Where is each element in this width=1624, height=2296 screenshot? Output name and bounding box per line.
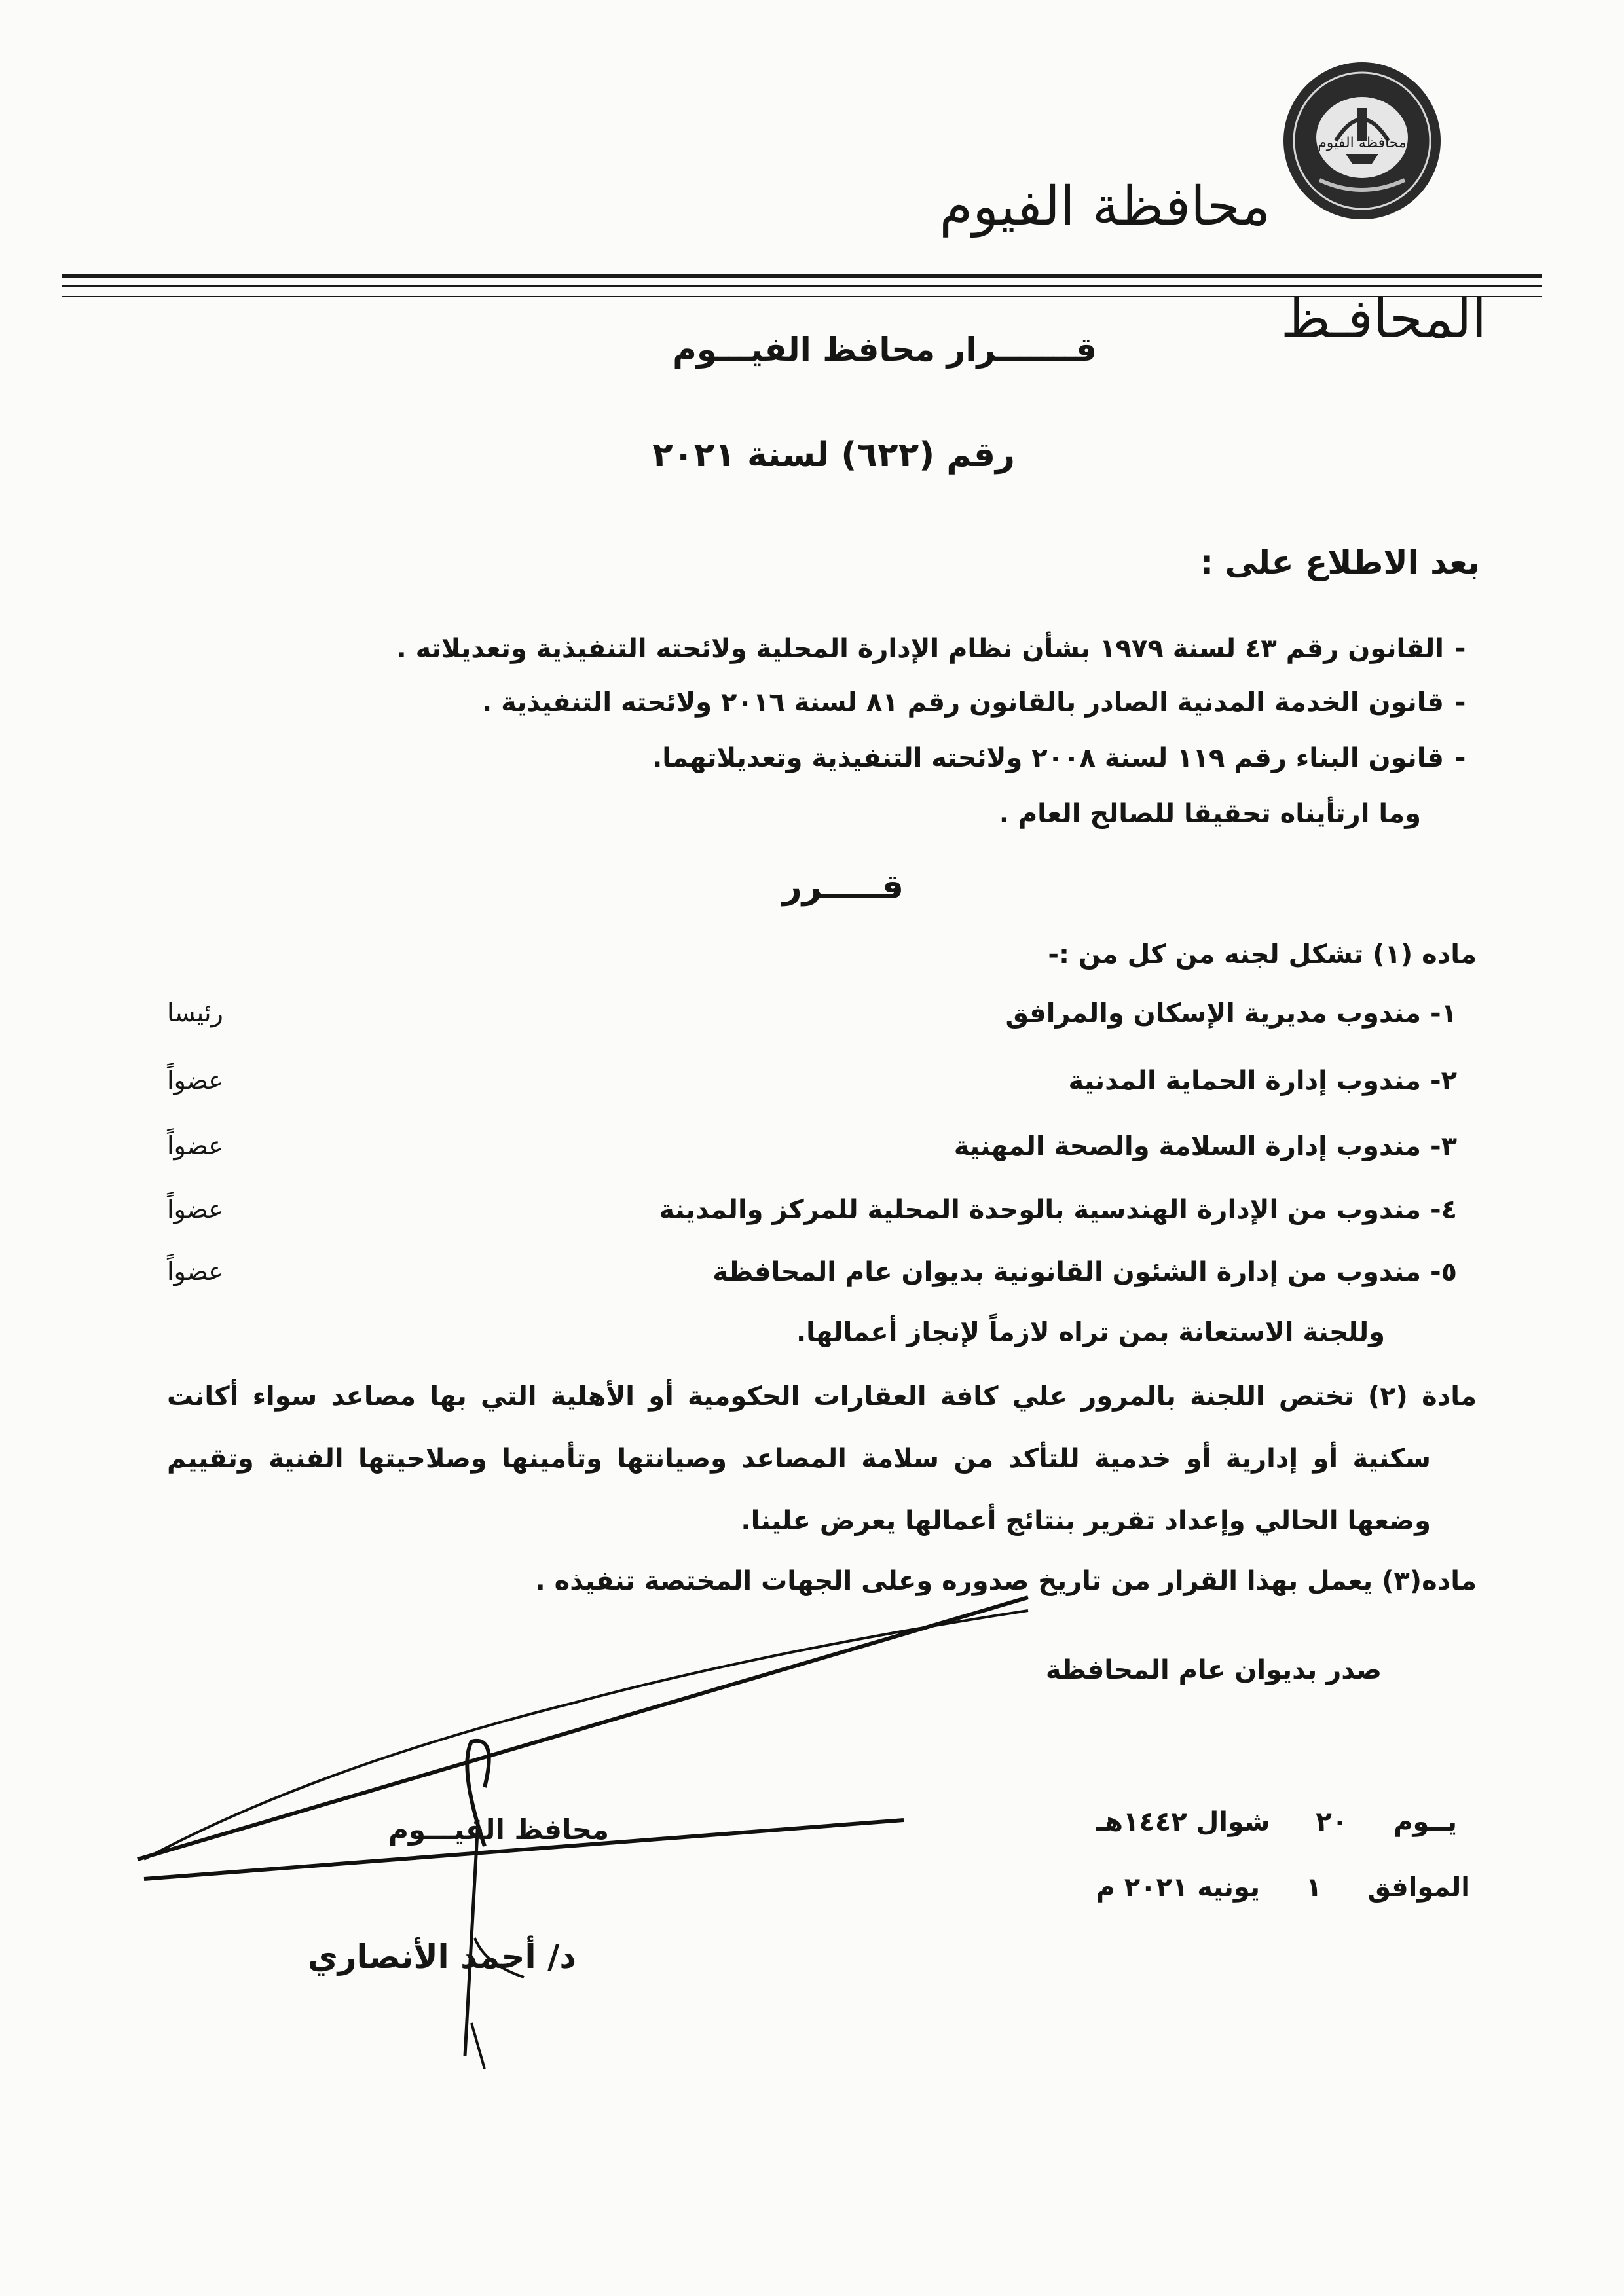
committee-member <box>167 1195 1457 1234</box>
committee-member <box>167 1131 1457 1171</box>
article-2-line: سكنية أو إدارية أو خدمية للتأكد من سلامة المصاعد وصيانتها وتأمينها وصلاحيتها الفنية وتقييم <box>167 1444 1431 1474</box>
decided-heading: قـــــرر <box>782 867 904 907</box>
hijri-date-label: يــوم <box>1393 1807 1457 1837</box>
hijri-month-year: شوال ١٤٤٢هـ <box>1096 1807 1270 1837</box>
member-description: ٣- مندوب إدارة السلامة والصحة المهنية <box>953 1131 1457 1161</box>
member-role: عضواً <box>167 1257 223 1286</box>
bullet-dash: - <box>1454 743 1466 773</box>
member-description: ٥- مندوب من إدارة الشئون القانونية بديوان عام المحافظة <box>712 1257 1457 1287</box>
header-rule-thick <box>62 274 1542 278</box>
decree-title: قـــــــرار محافظ الفيـــوم <box>673 331 1097 369</box>
committee-member <box>167 1257 1457 1296</box>
member-description: ٤- مندوب من الإدارة الهندسية بالوحدة المحلية للمركز والمدينة <box>659 1195 1457 1225</box>
member-role: رئيسا <box>167 998 223 1027</box>
seal-caption: محافظة الفيوم <box>1318 135 1407 151</box>
header-rule-middle <box>62 285 1542 287</box>
gregorian-date-label: الموافق <box>1367 1872 1470 1903</box>
article-2-line: وضعها الحالي وإعداد تقرير بنتائج أعمالها يعرض علينا. <box>741 1506 1431 1536</box>
article-2-line: مادة (٢) تختص اللجنة بالمرور علي كافة العقارات الحكومية أو الأهلية التي بها مصاعد سواء أكانت <box>167 1381 1477 1412</box>
law-item: -قانون البناء رقم ١١٩ لسنة ٢٠٠٨ ولائحته التنفيذية وتعديلاتهما. <box>652 743 1477 773</box>
gregorian-day: ١ <box>1305 1872 1322 1903</box>
article-3-text: ماده(٣) يعمل بهذا القرار من تاريخ صدوره وعلى الجهات المختصة تنفيذه . <box>535 1566 1477 1596</box>
governorate-seal-icon <box>1280 59 1444 223</box>
signatory-name: د/ أحمد الأنصاري <box>307 1938 576 1976</box>
law-item: -القانون رقم ٤٣ لسنة ١٩٧٩ بشأن نظام الإدارة المحلية ولائحته التنفيذية وتعديلاته . <box>396 634 1477 664</box>
member-description: ٢- مندوب إدارة الحماية المدنية <box>1068 1066 1457 1096</box>
preamble-closing: وما ارتأيناه تحقيقا للصالح العام . <box>999 799 1421 829</box>
signature-title: محافظ الفيـــوم <box>388 1813 609 1846</box>
article-1-heading: ماده (١) تشكل لجنه من كل من :- <box>1048 939 1477 970</box>
hijri-day: ٢٠ <box>1316 1807 1348 1837</box>
office-title: المحافـظ <box>1280 288 1486 350</box>
member-role: عضواً <box>167 1195 223 1224</box>
member-description: ١- مندوب مديرية الإسكان والمرافق <box>1005 998 1457 1029</box>
bullet-dash: - <box>1454 634 1466 664</box>
law-item: -قانون الخدمة المدنية الصادر بالقانون رقم ٨١ لسنة ٢٠١٦ ولائحته التنفيذية . <box>482 687 1477 718</box>
committee-member <box>167 998 1457 1038</box>
preamble-heading: بعد الاطلاع على : <box>1200 543 1480 581</box>
member-role: عضواً <box>167 1131 223 1160</box>
hijri-date <box>1096 1807 1457 1837</box>
issued-at: صدر بديوان عام المحافظة <box>1045 1655 1382 1685</box>
committee-member <box>167 1066 1457 1105</box>
article-1-note: وللجنة الاستعانة بمن تراه لازماً لإنجاز أعمالها. <box>796 1317 1385 1347</box>
decree-number: رقم (٦٢٢) لسنة ٢٠٢١ <box>652 435 1015 475</box>
member-role: عضواً <box>167 1066 223 1095</box>
gregorian-month-year: يونيه ٢٠٢١ م <box>1096 1872 1260 1903</box>
bullet-dash: - <box>1454 687 1466 718</box>
governorate-name: محافظة الفيوم <box>939 175 1270 238</box>
gregorian-date <box>1096 1872 1470 1903</box>
